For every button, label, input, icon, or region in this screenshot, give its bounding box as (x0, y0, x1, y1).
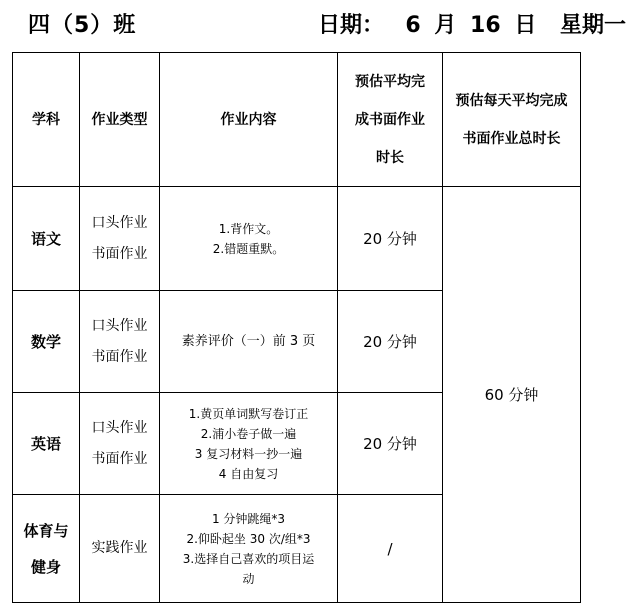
header-total-time (443, 53, 581, 187)
subject-cell: 数学 (13, 291, 80, 393)
header-estimated-time-line: 预估平均完 (355, 73, 425, 90)
header-estimated-time-line: 成书面作业 (355, 111, 425, 128)
header-estimated-time (338, 53, 443, 187)
content-line: 3 复习材料一抄一遍 (194, 446, 303, 461)
type-line: 书面作业 (91, 348, 148, 365)
content-line: 动 (242, 571, 255, 586)
content-line: 3.选择自己喜欢的项目运 (182, 551, 315, 566)
subject-cell: 英语 (13, 393, 80, 495)
content-line: 1 分钟跳绳*3 (211, 511, 286, 526)
time-cell: 20 分钟 (338, 187, 443, 291)
type-line: 口头作业 (91, 317, 148, 334)
time-cell: / (338, 495, 443, 603)
date-label: 日期： (318, 13, 385, 38)
header-total-time-line: 书面作业总时长 (462, 130, 561, 147)
homework-table (12, 52, 581, 603)
date-day-number: 16 (470, 13, 501, 38)
type-line: 实践作业 (91, 540, 148, 556)
content-cell (160, 393, 338, 495)
content-line: 2.仰卧起坐 30 次/组*3 (186, 531, 311, 546)
time-cell: 20 分钟 (338, 291, 443, 393)
type-line: 书面作业 (91, 245, 148, 262)
type-cell (80, 187, 160, 291)
date-weekday: 星期一 (560, 13, 626, 38)
type-line: 书面作业 (91, 450, 148, 467)
table-row (13, 187, 581, 291)
date-line (318, 8, 626, 39)
type-cell (80, 291, 160, 393)
content-line: 2.错题重默。 (212, 241, 285, 256)
header-row (13, 53, 581, 187)
header-estimated-time-line: 时长 (376, 149, 404, 166)
total-time-cell: 60 分钟 (443, 187, 581, 603)
content-cell (160, 187, 338, 291)
subject-line: 体育与 (23, 521, 69, 540)
type-cell (80, 393, 160, 495)
content-line: 1.背作文。 (218, 221, 279, 236)
page-header (0, 0, 626, 50)
date-month-unit: 月 (434, 13, 457, 38)
subject-line: 健身 (30, 557, 61, 576)
content-line: 素养评价（一）前 3 页 (181, 333, 316, 349)
content-cell (160, 495, 338, 603)
content-line: 2.浦小卷子做一遍 (200, 426, 297, 441)
content-line: 4 自由复习 (218, 466, 279, 481)
content-cell (160, 291, 338, 393)
header-subject: 学科 (13, 53, 80, 187)
class-name: 四（5）班 (28, 13, 137, 38)
header-total-time-line: 预估每天平均完成 (455, 92, 568, 109)
type-line: 口头作业 (91, 419, 148, 436)
content-line: 1.黄页单词默写卷订正 (188, 406, 309, 421)
type-cell (80, 495, 160, 603)
date-day-unit: 日 (514, 13, 537, 38)
time-cell: 20 分钟 (338, 393, 443, 495)
header-type: 作业类型 (80, 53, 160, 187)
date-month-number: 6 (405, 13, 421, 38)
header-content: 作业内容 (160, 53, 338, 187)
subject-cell: 语文 (13, 187, 80, 291)
subject-cell (13, 495, 80, 603)
type-line: 口头作业 (91, 214, 148, 231)
